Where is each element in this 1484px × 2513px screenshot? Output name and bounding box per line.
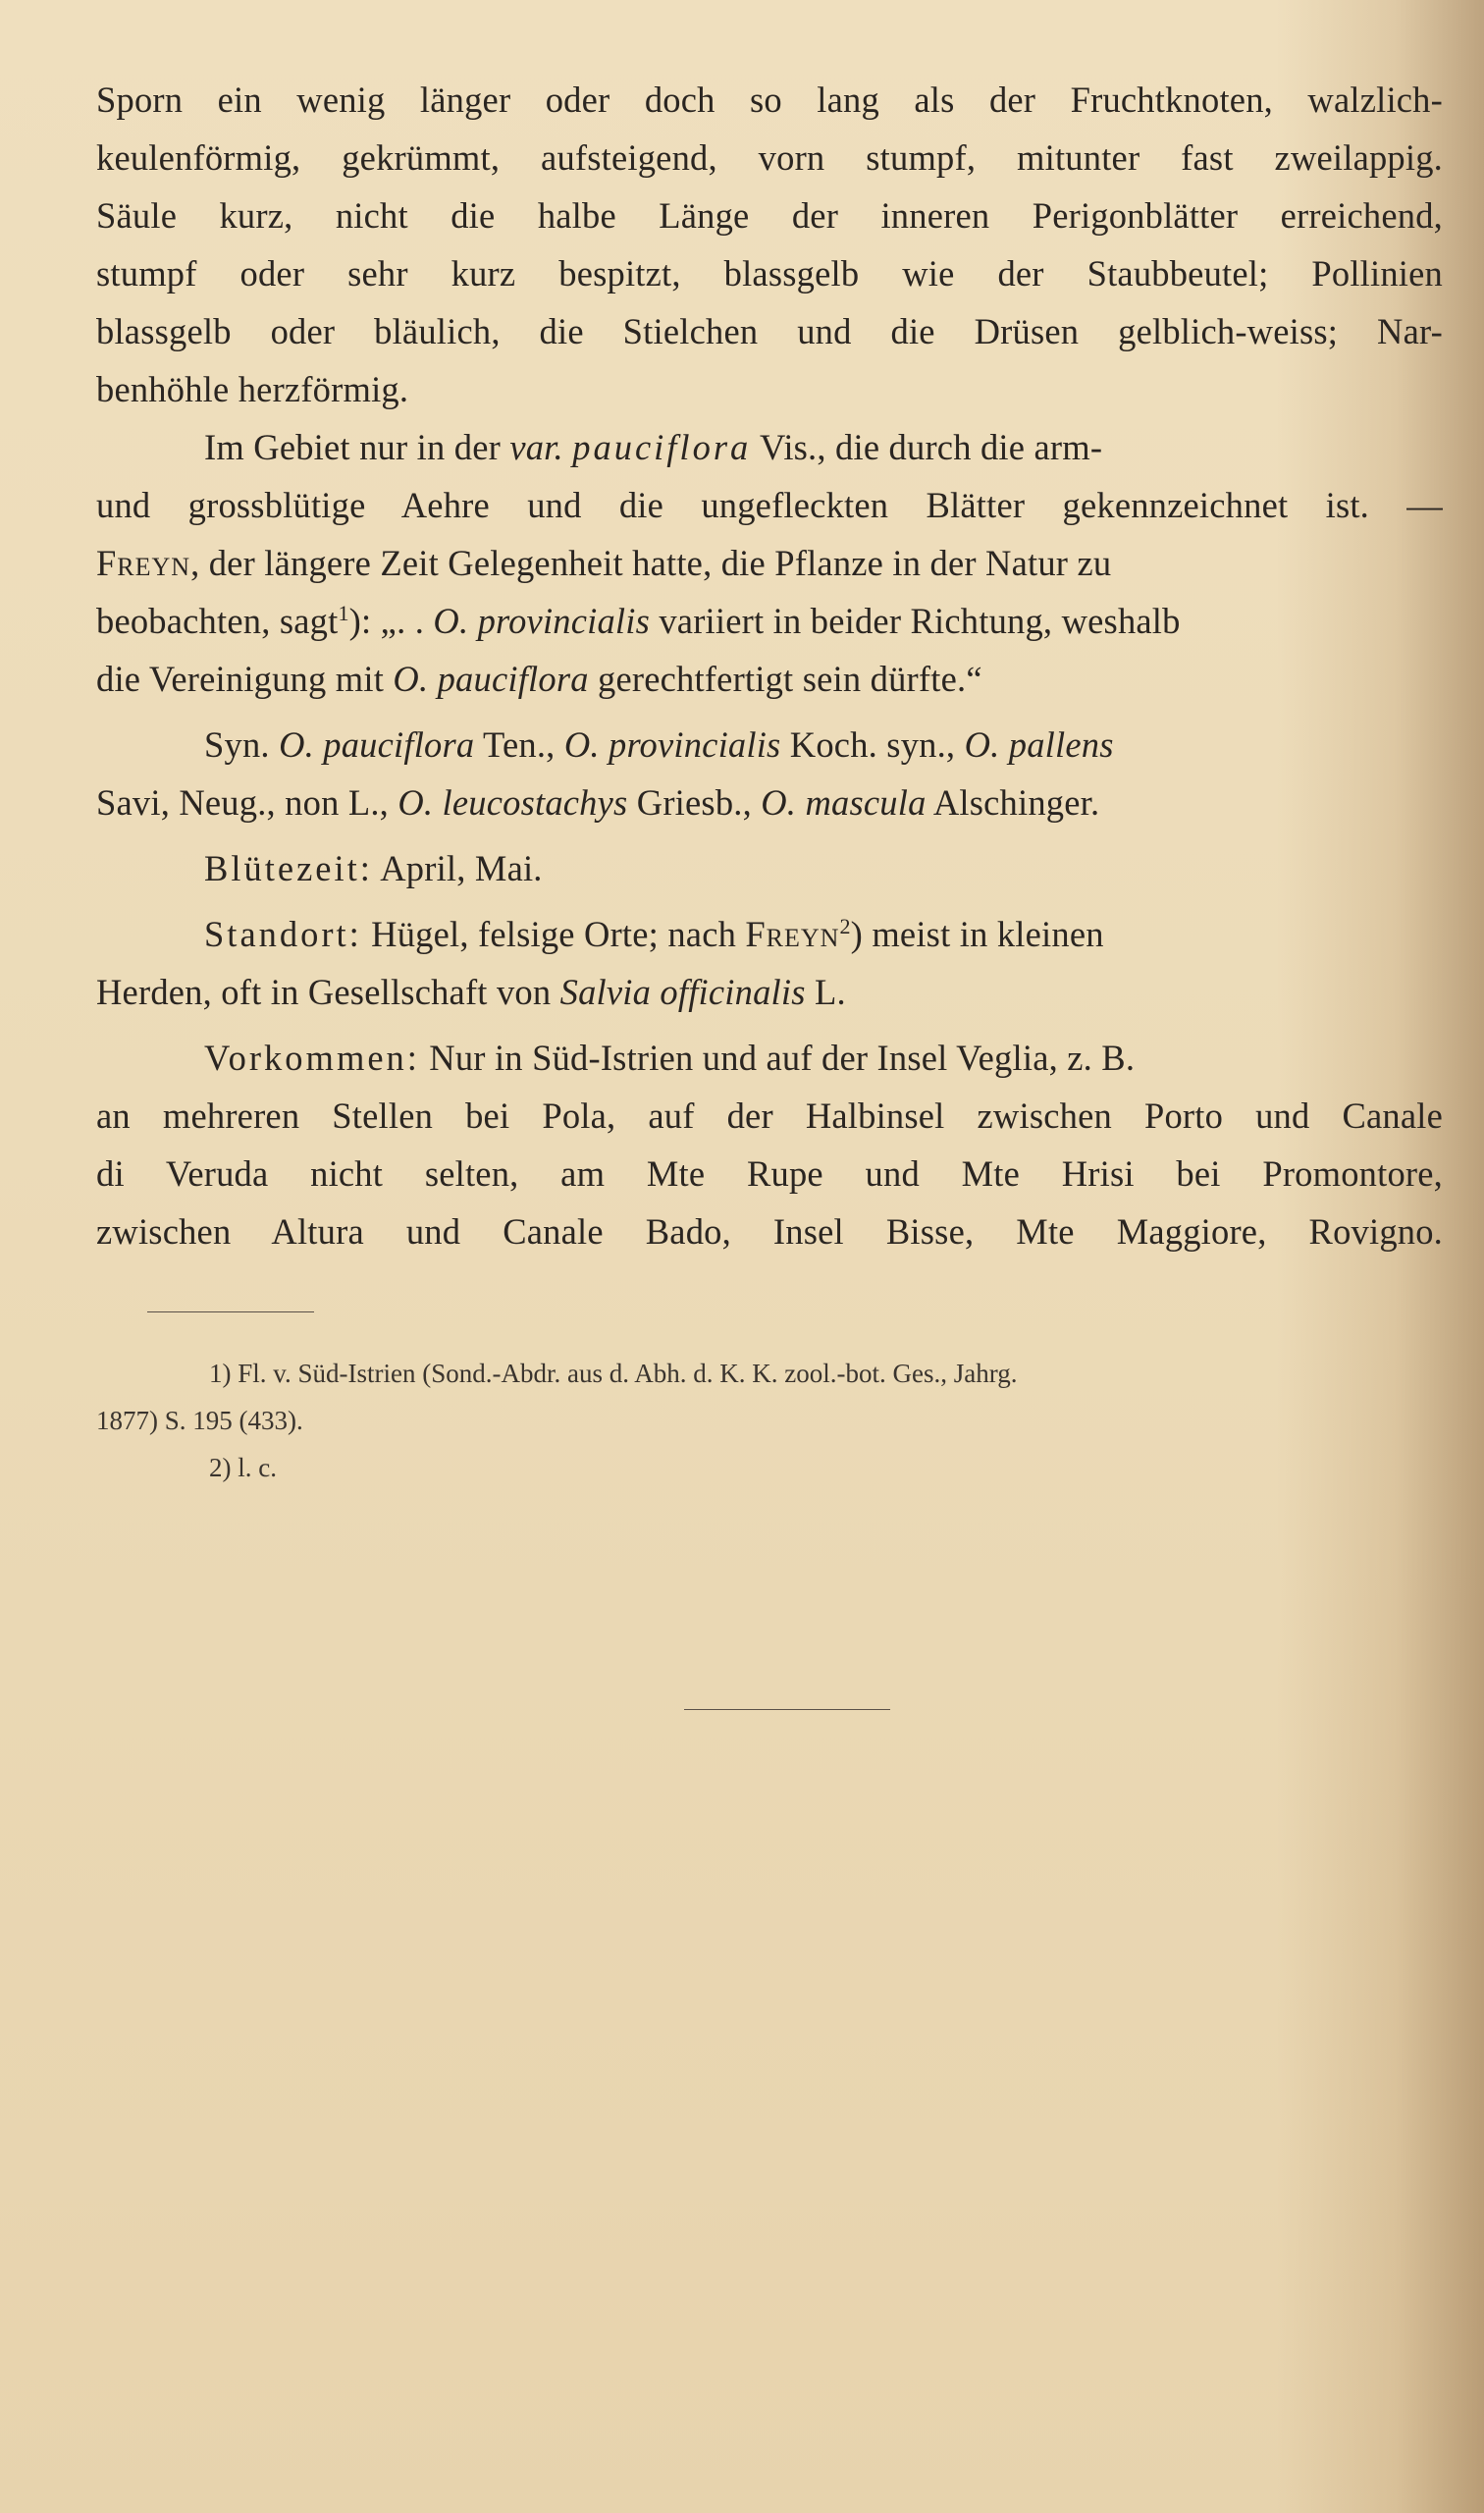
text-line xyxy=(96,716,1443,774)
text-run: beobachten, sagt xyxy=(96,601,339,641)
text-line xyxy=(96,592,1443,650)
footnote-line: 1877) S. 195 (433). xyxy=(96,1406,303,1435)
section-label: Syn. xyxy=(204,724,270,765)
text-run: Savi, Neug., non L., xyxy=(96,782,398,823)
section-label: Vorkommen: xyxy=(204,1038,420,1078)
species-name: O. provincialis xyxy=(563,724,781,765)
species-name: O. pauciflora xyxy=(393,659,589,699)
end-rule xyxy=(684,1709,890,1710)
text-line xyxy=(96,774,1443,831)
text-line xyxy=(96,1029,1443,1087)
text-line: an mehreren Stellen bei Pola, auf der Halbinsel zwischen Porto und Canale xyxy=(96,1096,1443,1136)
text-line: di Veruda nicht selten, am Mte Rupe und Mte Hrisi bei Promontore, xyxy=(96,1153,1443,1194)
text-line: stumpf oder sehr kurz bespitzt, blassgelb wie der Staubbeutel; Pollinien xyxy=(96,253,1443,294)
text-run: gerechtfertigt sein dürfte.“ xyxy=(588,659,982,699)
paragraph-gap xyxy=(96,831,1443,839)
text-run: Koch. syn., xyxy=(780,724,965,765)
footnote-ref: 2 xyxy=(839,913,851,938)
text-line xyxy=(96,963,1443,1021)
text-run: , der längere Zeit Gelegenheit hatte, die Pflanze in der Natur zu xyxy=(190,543,1112,583)
text-run: Hügel, felsige Orte; nach xyxy=(361,914,746,954)
text-line xyxy=(96,905,1443,963)
text-line: keulenförmig, gekrümmt, aufsteigend, vorn stumpf, mitunter fast zweilappig. xyxy=(96,137,1443,178)
species-name: O. mascula xyxy=(761,782,927,823)
text-run: Griesb., xyxy=(627,782,762,823)
paragraph-gap xyxy=(96,708,1443,716)
species-name: Salvia officinalis xyxy=(559,972,806,1012)
text-line: Säule kurz, nicht die halbe Länge der inneren Perigonblätter erreichend, xyxy=(96,195,1443,236)
text-run: ): „. . xyxy=(348,601,434,641)
paragraph-gap xyxy=(96,897,1443,905)
footnote-ref: 1 xyxy=(338,600,349,625)
species-name: O. pallens xyxy=(964,724,1114,765)
species-name: O. provincialis xyxy=(433,601,651,641)
main-text xyxy=(96,71,1443,1260)
text-run: variiert in beider Richtung, weshalb xyxy=(650,601,1181,641)
text-line: blassgelb oder bläulich, die Stielchen und die Drüsen gelblich-weiss; Nar- xyxy=(96,311,1443,351)
text-line: und grossblütige Aehre und die ungefleckten Blätter gekennzeichnet ist. — xyxy=(96,485,1443,525)
text-run: Alschinger. xyxy=(926,782,1100,823)
author-name: Freyn xyxy=(745,914,840,954)
footnote-line: 1) Fl. v. Süd-Istrien (Sond.-Abdr. aus d. Abh. d. K. K. zool.-bot. Ges., Jahrg. xyxy=(209,1359,1018,1388)
section-label: Standort: xyxy=(204,914,362,954)
text-run xyxy=(563,427,572,467)
footnote-line: 2) l. c. xyxy=(209,1453,277,1482)
footnote-separator xyxy=(147,1311,314,1312)
text-run: Vis., die durch die arm- xyxy=(751,427,1103,467)
footnotes xyxy=(96,1350,1441,1491)
text-line: zwischen Altura und Canale Bado, Insel Bisse, Mte Maggiore, Rovigno. xyxy=(96,1211,1443,1252)
text-run: Nur in Süd-Istrien und auf der Insel Veglia, z. B. xyxy=(419,1038,1136,1078)
text-run: ) meist in kleinen xyxy=(850,914,1104,954)
text-run: die Vereinigung mit xyxy=(96,659,394,699)
text-run: Ten., xyxy=(474,724,564,765)
text-run: April, Mai. xyxy=(372,848,543,888)
text-line: Sporn ein wenig länger oder doch so lang als der Fruchtknoten, walzlich- xyxy=(96,80,1443,120)
text-line xyxy=(96,534,1443,592)
species-name: O. leucostachys xyxy=(398,782,628,823)
text-run: Im Gebiet nur in der xyxy=(204,427,510,467)
text-line xyxy=(96,650,1443,708)
variety-abbrev: var. xyxy=(509,427,563,467)
paragraph-gap xyxy=(96,1021,1443,1029)
variety-name: pauciflora xyxy=(572,427,752,467)
text-run: L. xyxy=(805,972,846,1012)
text-line xyxy=(96,418,1443,476)
text-run: Herden, oft in Gesellschaft von xyxy=(96,972,560,1012)
author-name: Freyn xyxy=(96,543,191,583)
text-line: benhöhle herzförmig. xyxy=(96,369,409,409)
section-label: Blütezeit: xyxy=(204,848,373,888)
text-line xyxy=(96,839,1443,897)
species-name: O. pauciflora xyxy=(279,724,475,765)
